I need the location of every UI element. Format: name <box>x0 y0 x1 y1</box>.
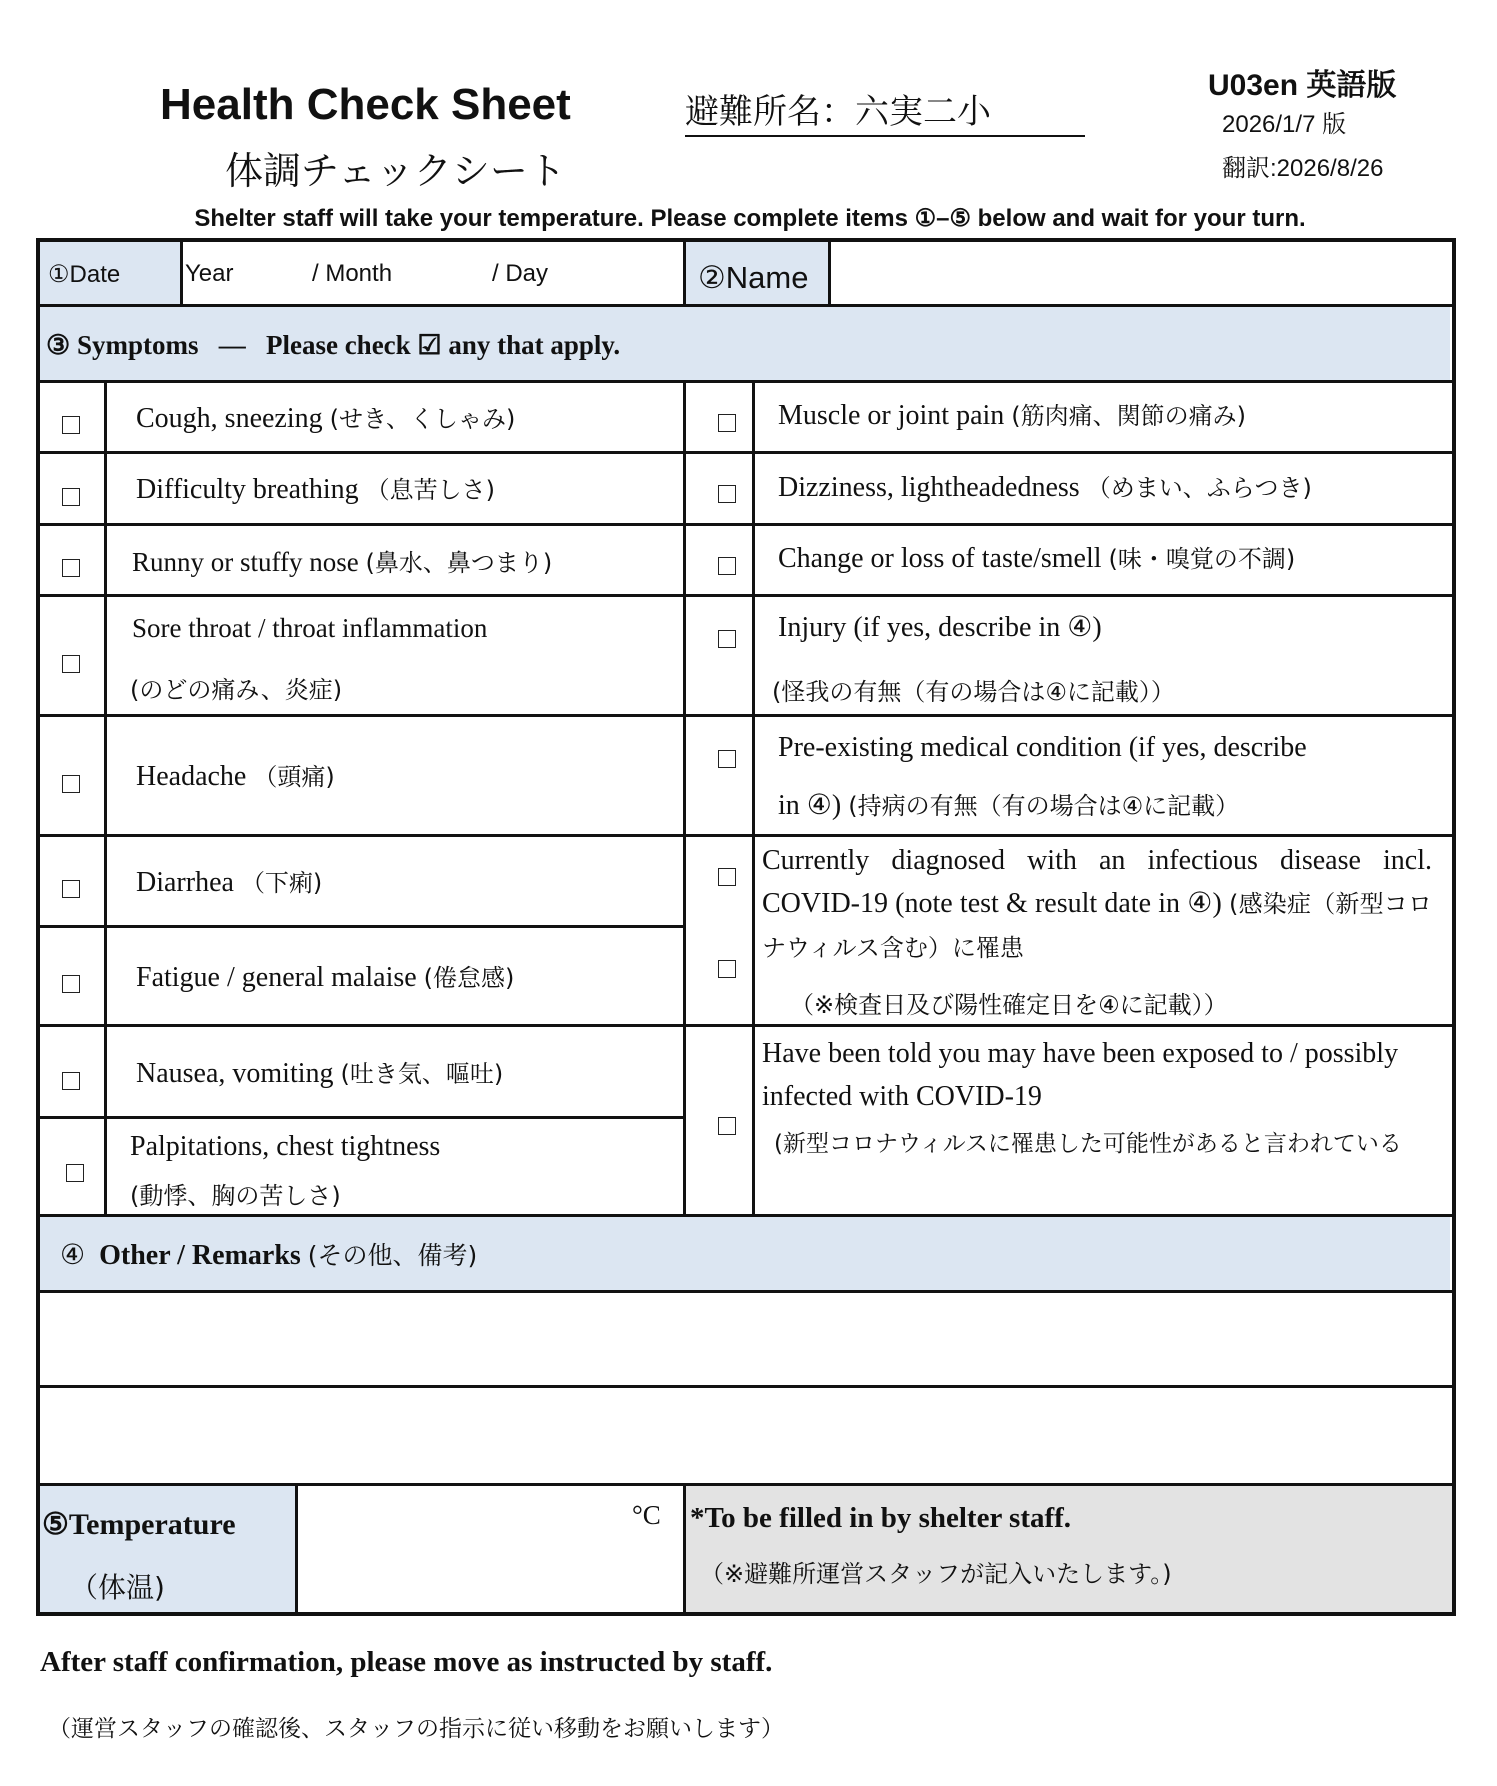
symptom-label: Nausea, vomiting (吐き気、嘔吐) <box>136 1058 504 1089</box>
symptom-label: Palpitations, chest tightness <box>130 1131 441 1162</box>
symptom-label: Injury (if yes, describe in ④) <box>778 612 1102 643</box>
symptom-checkbox-breathing[interactable] <box>62 488 80 506</box>
divider <box>36 304 1456 307</box>
footer-note: After staff confirmation, please move as instructed by staff. <box>40 1646 773 1678</box>
year-label: Year <box>185 260 234 287</box>
symptom-label: Change or loss of taste/smell (味・嗅覚の不調) <box>778 543 1296 574</box>
divider <box>36 1483 1456 1486</box>
staff-note: *To be filled in by shelter staff. <box>690 1502 1072 1534</box>
remarks-header: ④ Other / Remarks (その他、備考) <box>60 1238 478 1271</box>
version-date: 2026/1/7 版 <box>1222 111 1347 138</box>
symptom-checkbox-nose[interactable] <box>62 559 80 577</box>
divider <box>683 238 686 304</box>
temperature-label-japanese: （体温) <box>70 1571 165 1604</box>
date-input-field[interactable] <box>184 243 680 301</box>
symptom-checkbox-injury[interactable] <box>718 630 736 648</box>
symptom-checkbox-throat[interactable] <box>62 655 80 673</box>
symptom-label-japanese: (新型コロナウィルスに罹患した可能性があると言われている <box>774 1131 1402 1157</box>
divider <box>683 380 686 1214</box>
page-title-japanese: 体調チェックシート <box>225 149 566 193</box>
divider <box>36 834 1456 837</box>
symptom-label: Currently diagnosed with an infectious disease incl. COVID-19 (note test & result date in ④) (感染症（新型コロナウィルス含む）に罹患 <box>762 845 1432 962</box>
divider <box>36 380 1456 383</box>
symptom-label: Cough, sneezing (せき、くしゃみ) <box>136 403 516 434</box>
symptom-label: Difficulty breathing （息苦しさ) <box>136 474 496 505</box>
symptom-label: Fatigue / general malaise (倦怠感) <box>136 962 515 993</box>
remarks-line-1[interactable] <box>40 1294 1452 1383</box>
symptom-checkbox-dizziness[interactable] <box>718 485 736 503</box>
symptom-checkbox-headache[interactable] <box>62 775 80 793</box>
divider <box>828 238 831 304</box>
symptom-checkbox-palpitations[interactable] <box>66 1164 84 1182</box>
remarks-line-2[interactable] <box>40 1389 1452 1481</box>
symptom-checkbox-diarrhea[interactable] <box>62 880 80 898</box>
symptoms-header: ③ Symptoms — Please check ☑ any that apply. <box>46 330 621 360</box>
symptom-label-japanese: (のどの痛み、炎症) <box>130 676 343 704</box>
temperature-label: ⑤Temperature <box>42 1508 236 1541</box>
divider <box>36 714 1456 717</box>
day-label: / Day <box>492 260 549 287</box>
symptom-label: Dizziness, lightheadedness （めまい、ふらつき) <box>778 472 1312 503</box>
symptom-checkbox-cough[interactable] <box>62 416 80 434</box>
divider <box>36 1116 686 1119</box>
page-title: Health Check Sheet <box>160 80 571 129</box>
name-label: ②Name <box>698 260 809 295</box>
symptom-checkbox-taste-smell[interactable] <box>718 557 736 575</box>
symptom-label: Runny or stuffy nose (鼻水、鼻つまり) <box>132 547 553 577</box>
symptom-checkbox-diagnosed[interactable] <box>718 868 736 886</box>
symptom-label: Muscle or joint pain (筋肉痛、関節の痛み) <box>778 400 1247 431</box>
symptom-checkbox-muscle-pain[interactable] <box>718 414 736 432</box>
symptom-checkbox-nausea[interactable] <box>62 1072 80 1090</box>
symptom-label-japanese: （※検査日及び陽性確定日を④に記載）） <box>790 991 1228 1019</box>
symptom-label: Sore throat / throat inflammation <box>132 613 488 643</box>
symptom-label: in ④) (持病の有無（有の場合は④に記載） <box>778 790 1240 821</box>
shelter-name: 避難所名：六実二小 <box>685 84 1085 137</box>
divider <box>36 594 1456 597</box>
divider <box>36 1290 1456 1293</box>
symptom-label: Have been told you may have been exposed to / possibly infected with COVID-19 <box>762 1038 1399 1112</box>
symptom-label-japanese: (動悸、胸の苦しさ) <box>130 1182 341 1210</box>
symptom-checkbox-diagnosed-2[interactable] <box>718 960 736 978</box>
footer-note-japanese: （運営スタッフの確認後、スタッフの指示に従い移動をお願いします） <box>48 1716 784 1742</box>
temperature-unit: °C <box>632 1500 661 1530</box>
divider <box>36 925 686 928</box>
divider <box>36 451 1456 454</box>
divider <box>295 1483 298 1616</box>
version-code: U03en 英語版 <box>1208 69 1397 102</box>
divider <box>683 1483 686 1616</box>
symptom-checkbox-fatigue[interactable] <box>62 975 80 993</box>
symptom-label: Pre-existing medical condition (if yes, describe <box>778 732 1307 763</box>
symptom-checkbox-pre-existing[interactable] <box>718 750 736 768</box>
symptom-label: Headache （頭痛) <box>136 761 335 792</box>
divider <box>36 1385 1456 1388</box>
symptom-label-japanese: (怪我の有無（有の場合は④に記載）） <box>772 678 1175 706</box>
name-input-field[interactable] <box>832 243 1450 301</box>
month-label: / Month <box>312 260 393 287</box>
divider <box>752 380 755 1214</box>
instructions: Shelter staff will take your temperature. Please complete items ①–⑤ below and wait for your turn. <box>194 205 1306 232</box>
symptom-checkbox-exposed[interactable] <box>718 1117 736 1135</box>
date-label: ①Date <box>48 261 121 288</box>
symptom-label: Diarrhea （下痢) <box>136 867 323 898</box>
divider <box>104 380 107 1214</box>
staff-note-japanese: （※避難所運営スタッフが記入いたします。) <box>700 1560 1172 1588</box>
divider <box>36 1214 1456 1217</box>
divider <box>36 1024 1456 1027</box>
temperature-input-field[interactable] <box>300 1487 681 1612</box>
divider <box>180 238 183 304</box>
divider <box>36 523 1456 526</box>
translation-date: 翻訳:2026/8/26 <box>1222 155 1384 182</box>
